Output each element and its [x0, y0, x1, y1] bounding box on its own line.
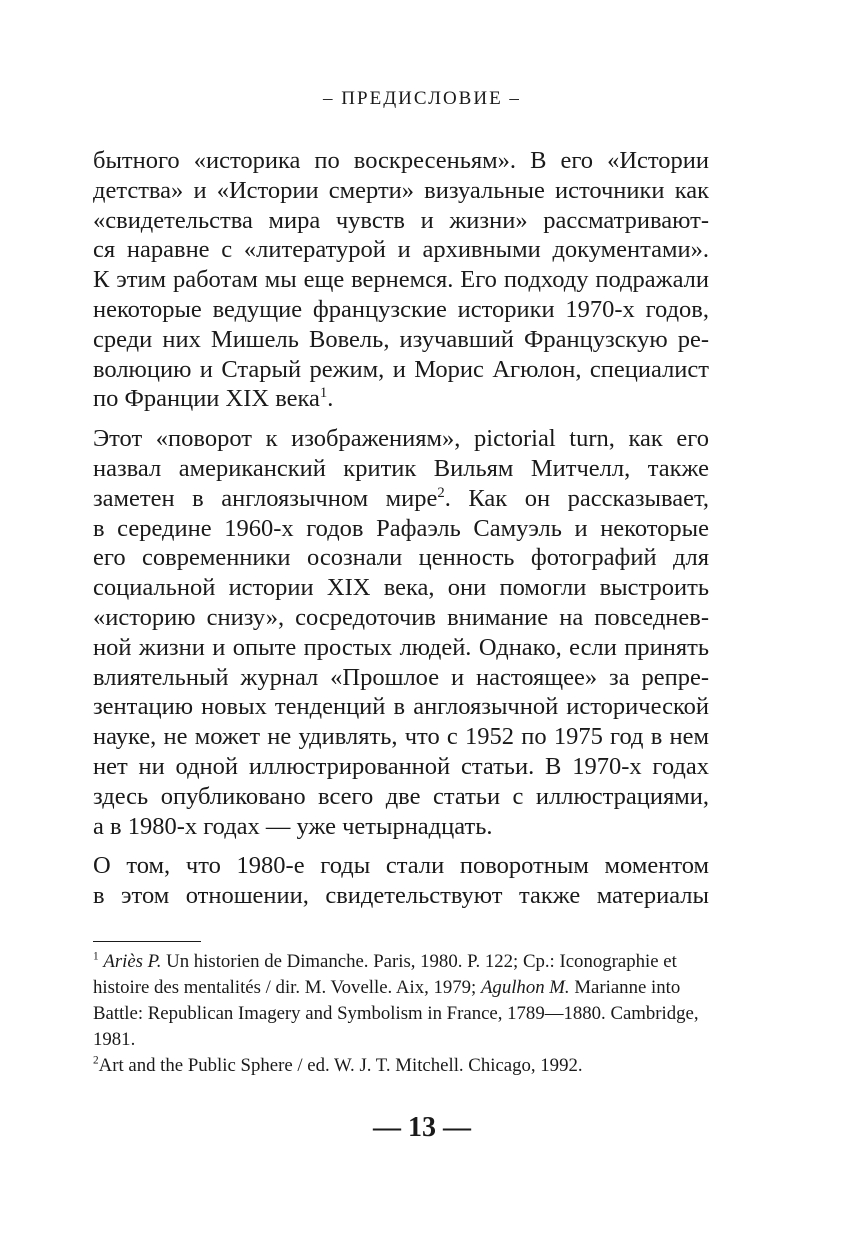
text-line: среди них Мишель Вовель, изучавший Французскую ре-: [93, 325, 709, 353]
text-line: в этом отношении, свидетельствуют также материалы: [93, 882, 709, 910]
text-line: [93, 484, 709, 514]
page-number: — 13 —: [373, 1112, 471, 1143]
text-segment: .: [327, 385, 334, 413]
running-head: – ПРЕДИСЛОВИЕ –: [323, 88, 521, 109]
text-line: науке, не может не удивлять, что с 1952 по 1975 год в нем: [93, 723, 709, 751]
text-line: детства» и «Истории смерти» визуальные источники как: [93, 176, 709, 204]
text-line: бытного «историка по воскресеньям». В его «Истории: [93, 147, 709, 174]
footnotes: [93, 949, 709, 1079]
paragraph-2: [93, 424, 709, 841]
footnote-number: 1: [93, 950, 99, 963]
footnote-divider: [93, 941, 201, 942]
text-line: волюцию и Старый режим, и Морис Агюлон, специалист: [93, 355, 709, 383]
text-line: влиятельный журнал «Прошлое и настоящее» за репре-: [93, 663, 709, 691]
footnote-text: Art and the Public Sphere / ed. W. J. T. Mitchell. Chicago, 1992.: [98, 1055, 583, 1076]
text-line: а в 1980-х годах — уже четырнадцать.: [93, 812, 493, 840]
footnote-ref-1[interactable]: 1: [319, 385, 328, 402]
text-line: зентацию новых тенденций в англоязычной исторической: [93, 693, 709, 721]
text-line: Этот «поворот к изображениям», pictorial turn, как его: [93, 425, 709, 453]
text-line: некоторые ведущие французские историки 1970-х годов,: [93, 295, 709, 323]
paragraph-3: [93, 851, 709, 911]
footnote-number: 2: [93, 1054, 99, 1067]
text-line: К этим работам мы еще вернемся. Его подходу подражали: [93, 266, 709, 294]
text-line: его современники осознали ценность фотографий для: [93, 544, 709, 572]
text-line: здесь опубликовано всего две статьи с иллюстрациями,: [93, 782, 709, 810]
footnote-text: Un historien de Dimanche. Paris, 1980. P. 122; Ср.: Iconographie et histoire des mentalités / dir. M. Vovelle. Aix, 1979;: [93, 951, 677, 998]
text-line: «историю снизу», сосредоточив внимание на повседнев-: [93, 603, 709, 631]
footnote-author: Agulhon M.: [480, 977, 570, 998]
footnote-text: Marianne into Battle: Republican Imagery and Symbolism in France, 1789—1880. Cambridge, 1981.: [93, 977, 699, 1050]
text-segment: заметен в англоязычном мире: [93, 484, 438, 512]
text-segment: . Как он рассказывает,: [444, 484, 710, 512]
body-text: [93, 146, 709, 921]
text-line: ся наравне с «литературой и архивными документами».: [93, 236, 709, 264]
footnote-author: Ariès P.: [103, 951, 162, 972]
text-line: О том, что 1980-е годы стали поворотным моментом: [93, 852, 709, 880]
text-line: «свидетельства мира чувств и жизни» рассматривают-: [93, 206, 709, 234]
text-line: социальной истории XIX века, они помогли выстроить: [93, 574, 709, 602]
text-line: в середине 1960-х годов Рафаэль Самуэль и некоторые: [93, 514, 709, 542]
text-line: нет ни одной иллюстрированной статьи. В 1970-х годах: [93, 752, 709, 780]
text-line: [93, 384, 709, 414]
footnote-2: [93, 1053, 709, 1079]
text-line: ной жизни и опыте простых людей. Однако, если принять: [93, 633, 709, 661]
text-line: назвал американский критик Вильям Митчелл, также: [93, 454, 709, 482]
footnote-1: [93, 949, 709, 1053]
paragraph-1: [93, 146, 709, 414]
footnote-ref-2[interactable]: 2: [437, 484, 445, 501]
text-segment: по Франции XIX века: [93, 385, 320, 413]
